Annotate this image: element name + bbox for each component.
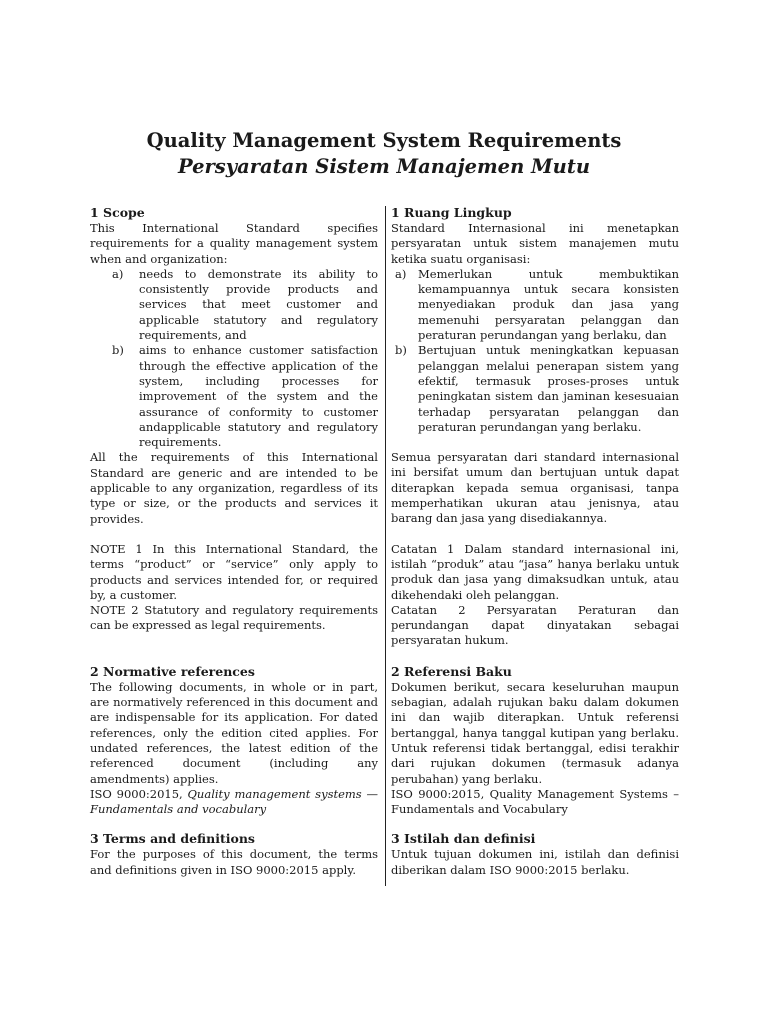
section-heading-normative: 2 Normative references: [90, 663, 255, 679]
scope-list: [90, 267, 378, 451]
list-item-text: Bertujuan untuk meningkatkan kepuasan pelanggan melalui penerapan sistem yang efektif, termasuk proses-proses untuk peningkatan sistem dan jaminan kesesuaian terhadap persyaratan pelanggan dan peraturan perundangan yang berlaku.: [418, 343, 679, 434]
catatan-2: Catatan 2 Persyaratan Peraturan dan perundangan dapat dinyatakan sebagai persyaratan hukum.: [391, 602, 679, 648]
terms-body: For the purposes of this document, the terms and definitions given in ISO 9000:2015 apply.: [90, 847, 378, 877]
referensi-body: Dokumen berikut, secara keseluruhan maupun sebagian, adalah rujukan baku dalam dokumen ini dan wajib diterapkan. Untuk referensi bertanggal, hanya tanggal kutipan yang berlaku. Untuk referensi tidak bertanggal, edisi terakhir dari rujukan dokumen (termasuk adanya perubahan) yang berlaku.: [391, 679, 679, 786]
section-heading-scope: 1 Scope: [90, 205, 145, 220]
list-marker: b): [395, 343, 407, 358]
catatan-1: Catatan 1 Dalam standard internasional ini, istilah “produk” atau “jasa” hanya berlaku untuk produk dan jasa yang dimaksudkan untuk, atau dikehendaki oleh pelanggan.: [391, 541, 679, 602]
list-item: [391, 267, 679, 343]
english-column: [90, 205, 378, 878]
list-item: [391, 343, 679, 435]
ruang-lingkup-intro: Standard Internasional ini menetapkan persyaratan untuk sistem manajemen mutu ketika suatu organisasi:: [391, 221, 679, 266]
list-marker: b): [112, 343, 124, 358]
scope-intro: This International Standard specifies requirements for a quality management system when and organization:: [90, 221, 378, 266]
section-heading-ruang-lingkup: 1 Ruang Lingkup: [391, 205, 512, 220]
list-item: [90, 343, 378, 450]
ruang-lingkup-list: [391, 267, 679, 435]
istilah-body: Untuk tujuan dokumen ini, istilah dan definisi diberikan dalam ISO 9000:2015 berlaku.: [391, 847, 679, 877]
ruang-lingkup-generic: Semua persyaratan dari standard internasional ini bersifat umum dan bertujuan untuk dapat diterapkan kepada semua organisasi, tanpa memperhatikan ukuran atau jenisnya, atau barang dan jasa yang disediakannya.: [391, 450, 679, 526]
indonesian-column: [391, 205, 679, 878]
column-divider: [385, 206, 386, 886]
list-item-text: Memerlukan untuk membuktikan kemampuannya untuk secara konsisten menyediakan produk dan jasa yang memenuhi persyaratan pelanggan dan peraturan perundangan yang berlaku, dan: [418, 266, 679, 343]
list-item-text: needs to demonstrate its ability to consistently provide products and services that meet customer and applicable statutory and regulatory requirements, and: [139, 266, 378, 343]
referensi-reference: ISO 9000:2015, Quality Management Systems – Fundamentals and Vocabulary: [391, 786, 679, 817]
page-subtitle: Persyaratan Sistem Manajemen Mutu: [177, 155, 591, 178]
normative-reference: [90, 787, 378, 818]
note-2: NOTE 2 Statutory and regulatory requirements can be expressed as legal requirements.: [90, 603, 378, 633]
reference-title: Quality management systems — Fundamentals and vocabulary: [90, 786, 378, 817]
section-heading-referensi-baku: 2 Referensi Baku: [391, 663, 512, 679]
reference-code: ISO 9000:2015,: [90, 786, 188, 801]
title-block: [0, 128, 768, 180]
section-heading-terms: 3 Terms and definitions: [90, 831, 255, 847]
list-marker: a): [395, 266, 407, 281]
list-item-text: aims to enhance customer satisfaction through the effective application of the system, including processes for improvement of the system and the assurance of conformity to customer andapplicable statutory and regulatory requirements.: [139, 343, 378, 450]
list-marker: a): [112, 266, 124, 281]
list-item: [90, 267, 378, 343]
page-title: Quality Management System Requirements: [146, 129, 622, 152]
section-heading-istilah: 3 Istilah dan definisi: [391, 831, 536, 847]
normative-body: The following documents, in whole or in part, are normatively referenced in this document and are indispensable for its application. For dated references, only the edition cited applies. For undated references, the latest edition of the referenced document (including any amendments) applies.: [90, 679, 378, 786]
scope-generic: All the requirements of this International Standard are generic and are intended to be applicable to any organization, regardless of its type or size, or the products and services it provides.: [90, 450, 378, 526]
note-1: NOTE 1 In this International Standard, the terms “product” or “service” only apply to products and services intended for, or required by, a customer.: [90, 541, 378, 602]
